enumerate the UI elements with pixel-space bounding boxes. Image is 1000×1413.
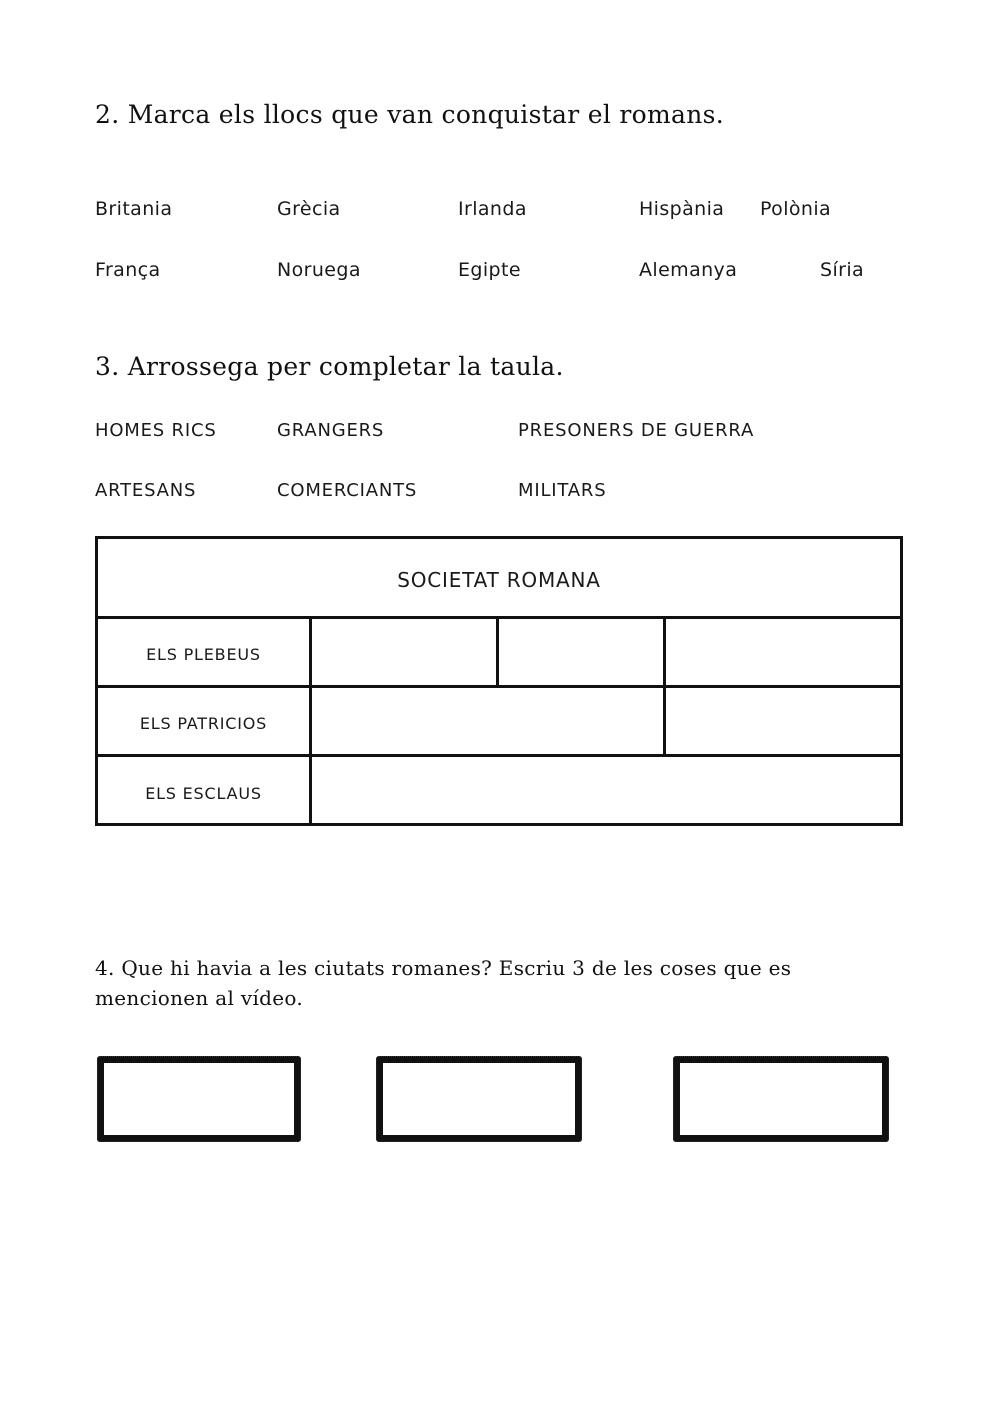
place-option[interactable]: Alemanya [639, 259, 738, 281]
place-option[interactable]: Síria [820, 259, 865, 281]
draggable-word[interactable]: HOMES RICS [95, 420, 217, 441]
row-label-patricios: ELS PATRICIOS [139, 714, 268, 733]
place-option[interactable]: Irlanda [458, 198, 527, 220]
place-option[interactable]: Hispània [639, 198, 725, 220]
draggable-word[interactable]: ARTESANS [95, 480, 197, 501]
place-option[interactable]: Egipte [458, 259, 521, 281]
table-border [95, 823, 903, 826]
place-option[interactable]: Polònia [760, 198, 832, 220]
table-border [900, 536, 903, 826]
answer-box-2[interactable] [376, 1056, 582, 1142]
drop-cell-plebeus-2[interactable] [499, 619, 663, 685]
table-header: SOCIETAT ROMANA [397, 568, 601, 592]
place-option[interactable]: Grècia [277, 198, 341, 220]
draggable-word[interactable]: PRESONERS DE GUERRA [518, 420, 755, 441]
question-2-title: 2. Marca els llocs que van conquistar el romans. [95, 100, 724, 129]
place-option[interactable]: Britania [95, 198, 173, 220]
draggable-word[interactable]: COMERCIANTS [277, 480, 418, 501]
drop-cell-plebeus-1[interactable] [312, 619, 496, 685]
drop-cell-patricios-1[interactable] [312, 688, 663, 754]
question-4-title: 4. Que hi havia a les ciutats romanes? Escriu 3 de les coses que es mencionen al vídeo. [95, 956, 792, 1010]
drop-cell-esclaus[interactable] [312, 757, 900, 823]
table-border [95, 536, 903, 539]
row-label-plebeus: ELS PLEBEUS [146, 645, 261, 664]
draggable-word[interactable]: MILITARS [518, 480, 607, 501]
answer-box-3[interactable] [673, 1056, 889, 1142]
question-3-title: 3. Arrossega per completar la taula. [95, 352, 564, 381]
answer-box-1[interactable] [97, 1056, 301, 1142]
place-option[interactable]: França [95, 259, 161, 281]
draggable-word[interactable]: GRANGERS [277, 420, 385, 441]
place-option[interactable]: Noruega [277, 259, 361, 281]
row-label-esclaus: ELS ESCLAUS [145, 784, 262, 803]
drop-cell-patricios-2[interactable] [666, 688, 900, 754]
drop-cell-plebeus-3[interactable] [666, 619, 900, 685]
